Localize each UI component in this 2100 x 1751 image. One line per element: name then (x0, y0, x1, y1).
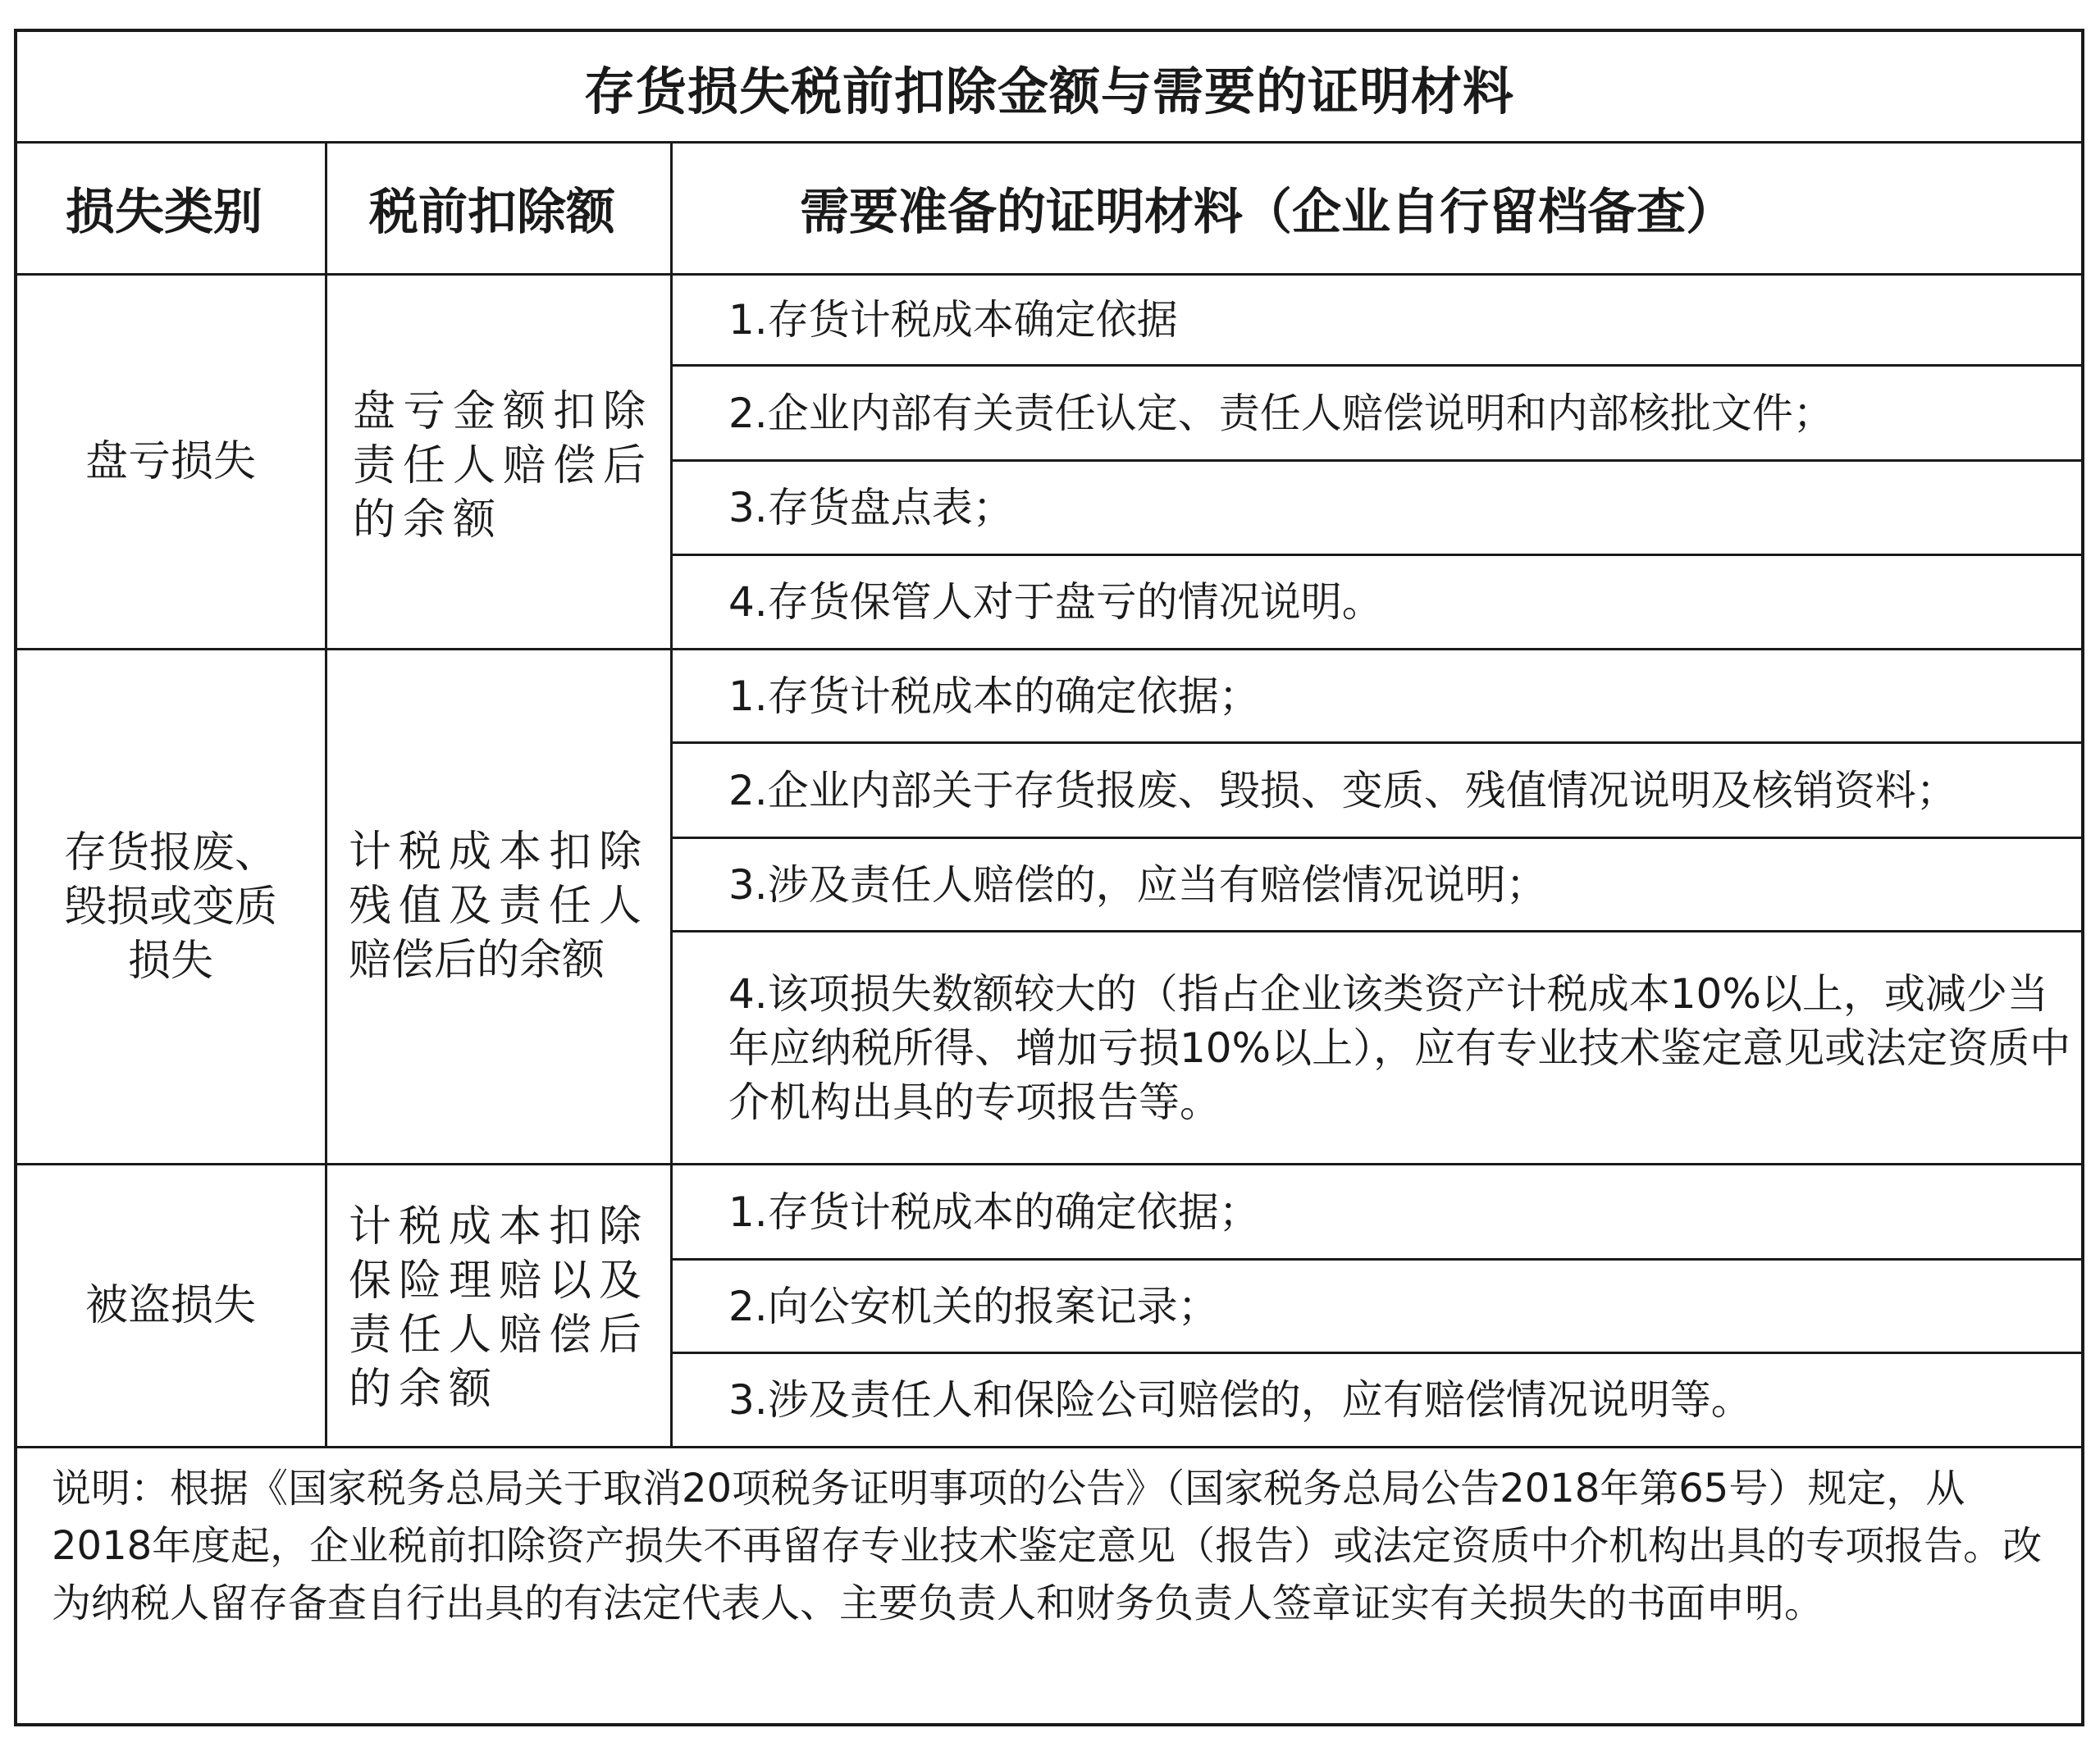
amount-line: 的余额 (353, 495, 504, 545)
amount-cell (353, 384, 664, 548)
list-item: 1.存货计税成本的确定依据； (728, 1188, 1260, 1236)
amount-line: 责任人赔偿后 (353, 441, 654, 490)
table-title: 存货损失税前扣除金额与需要的证明材料 (583, 62, 1514, 121)
amount-cell (349, 1197, 664, 1419)
list-item: 4.存货保管人对于盘亏的情况说明。 (728, 578, 1383, 626)
header-amount: 税前扣除额 (369, 184, 615, 241)
category-line: 毁损或变质 (63, 882, 277, 932)
amount-cell (349, 820, 664, 992)
amount-line: 盘亏金额扣除 (353, 387, 654, 436)
footnote: 说明：根据《国家税务总局关于取消20项税务证明事项的公告》（国家税务总局公告2018年第65号）规定，从2018年度起，企业税前扣除资产损失不再留存专业技术鉴定意见（报告）或法定资质中介机构出具的专项报告。改为纳税人留存备查自行出具的有法定代表人、主要负责人和财务负责人签章证实有关损失的书面申明。 (52, 1466, 2043, 1626)
category-cell (16, 276, 325, 648)
list-item: 2.企业内部有关责任认定、责任人赔偿说明和内部核批文件； (728, 389, 1834, 437)
header-materials: 需要准备的证明材料（企业自行留档备查） (800, 184, 1735, 241)
list-item: 3.涉及责任人和保险公司赔偿的，应有赔偿情况说明等。 (728, 1376, 1752, 1424)
category-line: 损失 (127, 936, 213, 986)
list-item: 3.存货盘点表； (728, 484, 1014, 531)
amount-line: 责任人赔偿后 (349, 1311, 650, 1360)
amount-line: 赔偿后的余额 (349, 936, 605, 985)
amount-line: 计税成本扣除 (349, 1202, 650, 1252)
amount-line: 保险理赔以及 (349, 1256, 650, 1306)
category-label: 被盗损失 (84, 1281, 256, 1330)
list-item: 3.涉及责任人赔偿的，应当有赔偿情况说明； (728, 860, 1547, 909)
list-item: 4.该项损失数额较大的（指占企业该类资产计税成本10%以上，或减少当年应纳税所得、增加亏损10%以上），应有专业技术鉴定意见或法定资质中介机构出具的专项报告等。 (728, 969, 2071, 1126)
amount-line: 计税成本扣除 (349, 828, 650, 877)
amount-line: 的余额 (349, 1365, 500, 1414)
category-cell (16, 650, 325, 1163)
list-item: 2.企业内部关于存货报废、毁损、变质、残值情况说明及核销资料； (728, 766, 1957, 814)
category-label: 盘亏损失 (84, 437, 256, 486)
header-category: 损失类别 (66, 184, 262, 241)
col-divider-1 (325, 141, 327, 1448)
amount-line: 残值及责任人 (349, 882, 650, 931)
col-divider-2 (670, 141, 673, 1448)
list-item: 1.存货计税成本确定依据 (728, 296, 1178, 344)
list-item: 1.存货计税成本的确定依据； (728, 672, 1260, 720)
category-cell (16, 1165, 325, 1446)
list-item: 2.向公安机关的报案记录； (728, 1282, 1219, 1330)
category-line: 存货报废、 (63, 828, 277, 878)
